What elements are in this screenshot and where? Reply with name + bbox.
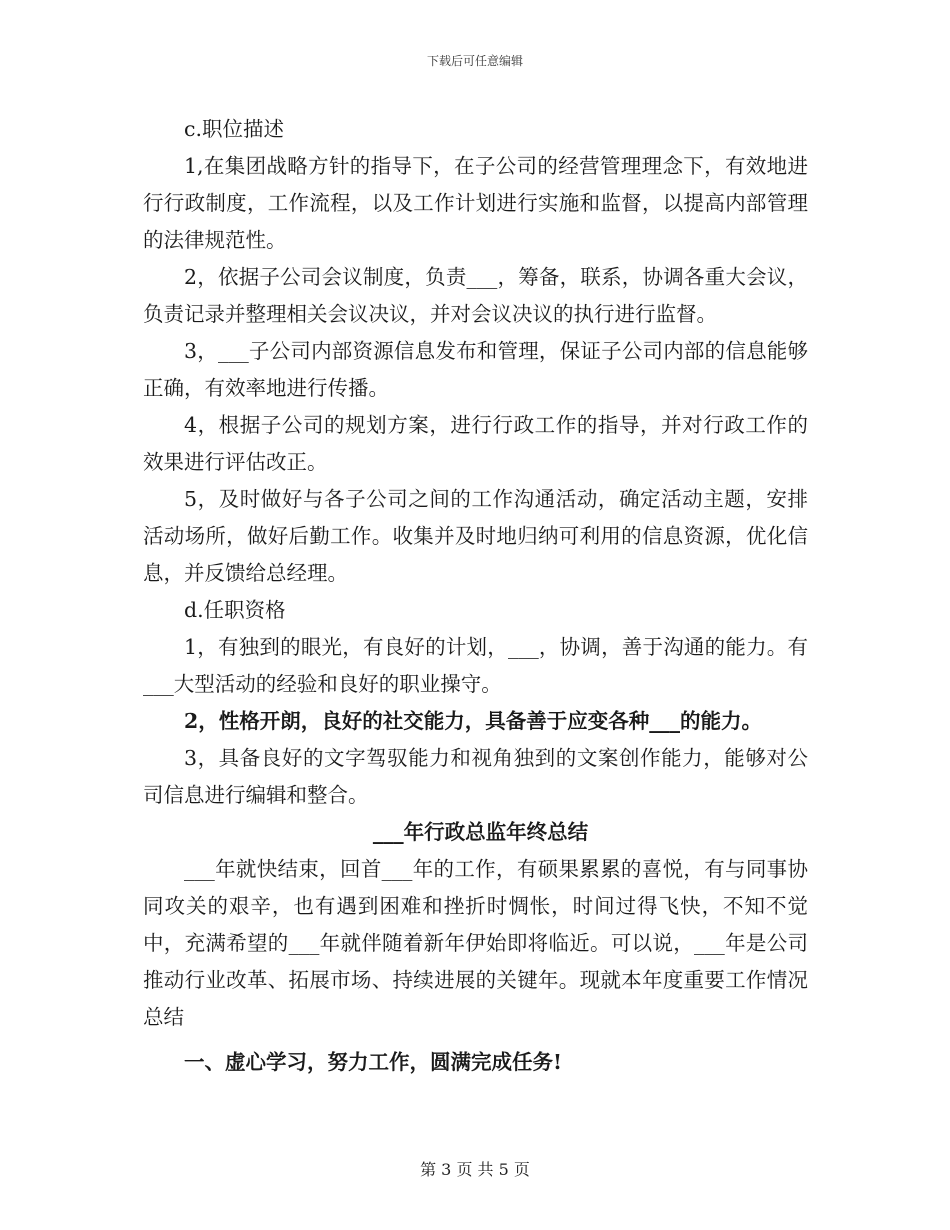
section-heading: 一、虚心学习，努力工作，圆满完成任务! [184, 1050, 562, 1074]
paragraph-qualification-1: 1，有独到的眼光，有良好的计划，___，协调，善于沟通的能力。有___大型活动的经验和良好的职业操守。 [143, 635, 808, 696]
paragraph-duty-4: 4，根据子公司的规划方案，进行行政工作的指导，并对行政工作的效果进行评估改正。 [143, 413, 808, 474]
heading-qualifications: d.任职资格 [184, 598, 286, 622]
paragraph-qualification-3: 3，具备良好的文字驾驭能力和视角独到的文案创作能力，能够对公司信息进行编辑和整合。 [143, 746, 808, 807]
page-number: 第 3 页 共 5 页 [420, 1160, 530, 1179]
summary-title: ___年行政总监年终总结 [372, 820, 589, 844]
summary-paragraph: ___年就快结束，回首___年的工作，有硕果累累的喜悦，有与同事协同攻关的艰辛，也有遇到困难和挫折时惆怅，时间过得飞快，不知不觉中，充满希望的___年就伴随着新年伊始即将临近。可以说，___年是公司推动行业改革、拓展市场、持续进展的关键年。现就本年度重要工作情况总结 [143, 857, 808, 1029]
paragraph-duty-2: 2，依据子公司会议制度，负责___，筹备，联系，协调各重大会议，负责记录并整理相关会议决议，并对会议决议的执行进行监督。 [143, 265, 808, 326]
paragraph-duty-5: 5，及时做好与各子公司之间的工作沟通活动，确定活动主题，安排活动场所，做好后勤工作。收集并及时地归纳可利用的信息资源，优化信息，并反馈给总经理。 [143, 487, 808, 585]
paragraph-qualification-2: 2，性格开朗，良好的社交能力，具备善于应变各种___的能力。 [184, 709, 763, 733]
page-header: 下载后可任意编辑 [426, 54, 523, 68]
document-body [143, 111, 808, 1081]
paragraph-duty-3: 3，___子公司内部资源信息发布和管理，保证子公司内部的信息能够正确，有效率地进行传播。 [143, 339, 808, 400]
heading-job-description: c.职位描述 [184, 117, 284, 141]
paragraph-duty-1: 1,在集团战略方针的指导下，在子公司的经营管理理念下，有效地进行行政制度，工作流程，以及工作计划进行实施和监督，以提高内部管理的法律规范性。 [143, 154, 808, 252]
